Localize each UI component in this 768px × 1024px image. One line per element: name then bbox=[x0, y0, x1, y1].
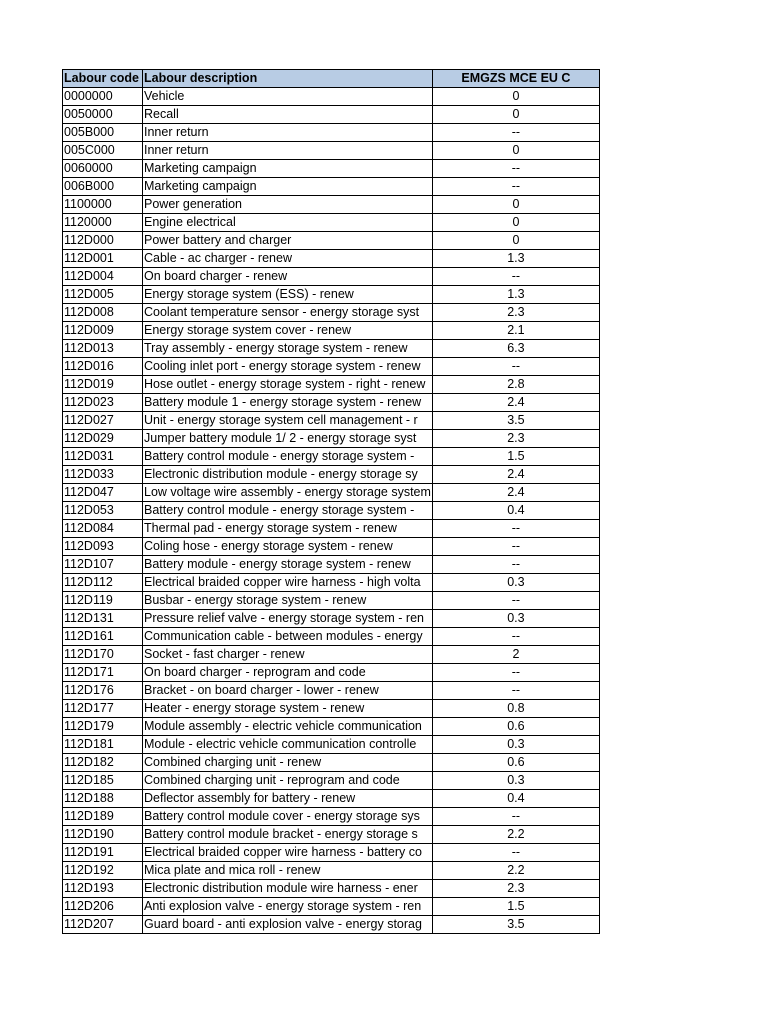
header-row bbox=[63, 70, 600, 88]
labour-description-cell: Power battery and charger bbox=[143, 232, 433, 250]
table-row bbox=[63, 916, 600, 934]
labour-description-cell: Mica plate and mica roll - renew bbox=[143, 862, 433, 880]
labour-value-cell: 2.4 bbox=[432, 394, 599, 412]
labour-code-cell: 006B000 bbox=[63, 178, 143, 196]
labour-table bbox=[62, 69, 600, 934]
table-row bbox=[63, 610, 600, 628]
table-row bbox=[63, 466, 600, 484]
labour-description-cell: Low voltage wire assembly - energy storage system bbox=[143, 484, 433, 502]
labour-code-cell: 112D179 bbox=[63, 718, 143, 736]
table-row bbox=[63, 286, 600, 304]
labour-code-cell: 112D177 bbox=[63, 700, 143, 718]
labour-description-cell: Bracket - on board charger - lower - renew bbox=[143, 682, 433, 700]
labour-value-cell: 0.3 bbox=[432, 610, 599, 628]
labour-code-cell: 112D181 bbox=[63, 736, 143, 754]
labour-description-cell: Busbar - energy storage system - renew bbox=[143, 592, 433, 610]
table-row bbox=[63, 718, 600, 736]
labour-description-cell: Socket - fast charger - renew bbox=[143, 646, 433, 664]
labour-code-cell: 112D093 bbox=[63, 538, 143, 556]
labour-value-cell: -- bbox=[432, 664, 599, 682]
labour-value-cell: 2.2 bbox=[432, 862, 599, 880]
labour-value-cell: 1.3 bbox=[432, 286, 599, 304]
labour-code-cell: 112D004 bbox=[63, 268, 143, 286]
labour-code-cell: 112D008 bbox=[63, 304, 143, 322]
labour-value-cell: 0 bbox=[432, 214, 599, 232]
labour-value-cell: -- bbox=[432, 844, 599, 862]
labour-code-cell: 112D189 bbox=[63, 808, 143, 826]
table-row bbox=[63, 268, 600, 286]
labour-code-cell: 112D190 bbox=[63, 826, 143, 844]
labour-description-cell: Pressure relief valve - energy storage system - ren bbox=[143, 610, 433, 628]
labour-code-cell: 112D171 bbox=[63, 664, 143, 682]
table-row bbox=[63, 412, 600, 430]
labour-description-cell: Inner return bbox=[143, 142, 433, 160]
labour-code-cell: 112D001 bbox=[63, 250, 143, 268]
labour-description-cell: Combined charging unit - reprogram and code bbox=[143, 772, 433, 790]
table-row bbox=[63, 520, 600, 538]
labour-description-cell: Heater - energy storage system - renew bbox=[143, 700, 433, 718]
labour-description-cell: On board charger - renew bbox=[143, 268, 433, 286]
labour-value-cell: 2.2 bbox=[432, 826, 599, 844]
labour-value-cell: 2.4 bbox=[432, 466, 599, 484]
labour-description-cell: Cooling inlet port - energy storage system - renew bbox=[143, 358, 433, 376]
labour-value-cell: -- bbox=[432, 556, 599, 574]
table-row bbox=[63, 862, 600, 880]
table-row bbox=[63, 754, 600, 772]
labour-value-cell: 1.5 bbox=[432, 448, 599, 466]
labour-description-cell: Marketing campaign bbox=[143, 178, 433, 196]
labour-code-cell: 005B000 bbox=[63, 124, 143, 142]
labour-code-cell: 112D206 bbox=[63, 898, 143, 916]
labour-code-cell: 112D047 bbox=[63, 484, 143, 502]
labour-value-cell: 0.4 bbox=[432, 790, 599, 808]
labour-code-cell: 112D207 bbox=[63, 916, 143, 934]
labour-description-cell: Module assembly - electric vehicle communication bbox=[143, 718, 433, 736]
labour-value-cell: 1.5 bbox=[432, 898, 599, 916]
table-row bbox=[63, 376, 600, 394]
labour-value-cell: 0.6 bbox=[432, 754, 599, 772]
labour-code-cell: 112D000 bbox=[63, 232, 143, 250]
labour-code-cell: 112D185 bbox=[63, 772, 143, 790]
labour-value-cell: 0.3 bbox=[432, 574, 599, 592]
table-row bbox=[63, 106, 600, 124]
labour-value-cell: 0.3 bbox=[432, 772, 599, 790]
table-row bbox=[63, 538, 600, 556]
table-row bbox=[63, 574, 600, 592]
labour-value-cell: 2.1 bbox=[432, 322, 599, 340]
table-row bbox=[63, 358, 600, 376]
labour-value-cell: -- bbox=[432, 178, 599, 196]
header-labour-code: Labour code bbox=[63, 70, 143, 88]
labour-value-cell: 2.3 bbox=[432, 430, 599, 448]
labour-code-cell: 112D170 bbox=[63, 646, 143, 664]
table-row bbox=[63, 772, 600, 790]
table-row bbox=[63, 142, 600, 160]
labour-description-cell: Cable - ac charger - renew bbox=[143, 250, 433, 268]
table-row bbox=[63, 808, 600, 826]
labour-code-cell: 112D027 bbox=[63, 412, 143, 430]
header-labour-description: Labour description bbox=[143, 70, 433, 88]
table-row bbox=[63, 592, 600, 610]
labour-description-cell: Electrical braided copper wire harness - battery co bbox=[143, 844, 433, 862]
table-row bbox=[63, 448, 600, 466]
table-row bbox=[63, 124, 600, 142]
table-row bbox=[63, 502, 600, 520]
labour-value-cell: 1.3 bbox=[432, 250, 599, 268]
labour-value-cell: 6.3 bbox=[432, 340, 599, 358]
labour-value-cell: 0.3 bbox=[432, 736, 599, 754]
table-row bbox=[63, 214, 600, 232]
table-row bbox=[63, 484, 600, 502]
labour-code-cell: 112D005 bbox=[63, 286, 143, 304]
labour-description-cell: Battery control module - energy storage system - bbox=[143, 502, 433, 520]
labour-code-cell: 112D193 bbox=[63, 880, 143, 898]
labour-code-cell: 112D188 bbox=[63, 790, 143, 808]
table-row bbox=[63, 682, 600, 700]
labour-description-cell: Engine electrical bbox=[143, 214, 433, 232]
labour-description-cell: Vehicle bbox=[143, 88, 433, 106]
labour-description-cell: Electrical braided copper wire harness - high volta bbox=[143, 574, 433, 592]
labour-code-cell: 112D084 bbox=[63, 520, 143, 538]
table-row bbox=[63, 736, 600, 754]
labour-value-cell: 0.6 bbox=[432, 718, 599, 736]
labour-code-cell: 112D107 bbox=[63, 556, 143, 574]
labour-value-cell: 2 bbox=[432, 646, 599, 664]
labour-code-cell: 112D031 bbox=[63, 448, 143, 466]
labour-description-cell: Battery control module cover - energy storage sys bbox=[143, 808, 433, 826]
labour-description-cell: Guard board - anti explosion valve - energy storag bbox=[143, 916, 433, 934]
labour-value-cell: -- bbox=[432, 358, 599, 376]
labour-value-cell: -- bbox=[432, 682, 599, 700]
labour-description-cell: Deflector assembly for battery - renew bbox=[143, 790, 433, 808]
table-row bbox=[63, 844, 600, 862]
labour-description-cell: Electronic distribution module - energy storage sy bbox=[143, 466, 433, 484]
table-row bbox=[63, 790, 600, 808]
labour-description-cell: Module - electric vehicle communication controlle bbox=[143, 736, 433, 754]
labour-value-cell: -- bbox=[432, 538, 599, 556]
labour-value-cell: -- bbox=[432, 268, 599, 286]
table-row bbox=[63, 196, 600, 214]
labour-value-cell: 2.4 bbox=[432, 484, 599, 502]
labour-code-cell: 112D019 bbox=[63, 376, 143, 394]
labour-description-cell: Electronic distribution module wire harness - ener bbox=[143, 880, 433, 898]
labour-description-cell: Battery module - energy storage system - renew bbox=[143, 556, 433, 574]
labour-value-cell: 3.5 bbox=[432, 916, 599, 934]
labour-code-cell: 112D176 bbox=[63, 682, 143, 700]
labour-description-cell: Hose outlet - energy storage system - right - renew bbox=[143, 376, 433, 394]
table-row bbox=[63, 430, 600, 448]
labour-code-cell: 112D053 bbox=[63, 502, 143, 520]
table-row bbox=[63, 700, 600, 718]
labour-code-cell: 112D112 bbox=[63, 574, 143, 592]
table-row bbox=[63, 880, 600, 898]
labour-description-cell: Thermal pad - energy storage system - renew bbox=[143, 520, 433, 538]
labour-value-cell: 3.5 bbox=[432, 412, 599, 430]
labour-value-cell: -- bbox=[432, 124, 599, 142]
labour-description-cell: Coolant temperature sensor - energy storage syst bbox=[143, 304, 433, 322]
labour-description-cell: Energy storage system (ESS) - renew bbox=[143, 286, 433, 304]
labour-value-cell: 0.8 bbox=[432, 700, 599, 718]
labour-code-cell: 112D182 bbox=[63, 754, 143, 772]
labour-code-cell: 112D131 bbox=[63, 610, 143, 628]
labour-description-cell: Battery control module - energy storage system - bbox=[143, 448, 433, 466]
labour-code-cell: 0000000 bbox=[63, 88, 143, 106]
labour-description-cell: Power generation bbox=[143, 196, 433, 214]
table-row bbox=[63, 178, 600, 196]
labour-value-cell: -- bbox=[432, 628, 599, 646]
labour-description-cell: Tray assembly - energy storage system - renew bbox=[143, 340, 433, 358]
labour-value-cell: -- bbox=[432, 592, 599, 610]
labour-code-cell: 0060000 bbox=[63, 160, 143, 178]
table-row bbox=[63, 556, 600, 574]
table-row bbox=[63, 646, 600, 664]
labour-description-cell: Anti explosion valve - energy storage system - ren bbox=[143, 898, 433, 916]
labour-description-cell: Recall bbox=[143, 106, 433, 124]
labour-description-cell: Battery control module bracket - energy storage s bbox=[143, 826, 433, 844]
labour-code-cell: 0050000 bbox=[63, 106, 143, 124]
labour-code-cell: 112D191 bbox=[63, 844, 143, 862]
labour-description-cell: Inner return bbox=[143, 124, 433, 142]
table-row bbox=[63, 340, 600, 358]
labour-value-cell: 2.3 bbox=[432, 880, 599, 898]
table-row bbox=[63, 88, 600, 106]
labour-code-cell: 005C000 bbox=[63, 142, 143, 160]
table-row bbox=[63, 664, 600, 682]
table-row bbox=[63, 826, 600, 844]
labour-code-cell: 112D192 bbox=[63, 862, 143, 880]
table-row bbox=[63, 628, 600, 646]
labour-value-cell: 0 bbox=[432, 232, 599, 250]
table-row bbox=[63, 232, 600, 250]
table-row bbox=[63, 304, 600, 322]
labour-code-cell: 1100000 bbox=[63, 196, 143, 214]
labour-code-cell: 112D023 bbox=[63, 394, 143, 412]
table-row bbox=[63, 322, 600, 340]
labour-value-cell: 0 bbox=[432, 196, 599, 214]
labour-code-cell: 112D009 bbox=[63, 322, 143, 340]
labour-value-cell: 2.8 bbox=[432, 376, 599, 394]
labour-code-cell: 112D119 bbox=[63, 592, 143, 610]
labour-description-cell: Communication cable - between modules - energy bbox=[143, 628, 433, 646]
labour-code-cell: 112D033 bbox=[63, 466, 143, 484]
labour-value-cell: -- bbox=[432, 160, 599, 178]
labour-description-cell: Jumper battery module 1/ 2 - energy storage syst bbox=[143, 430, 433, 448]
labour-description-cell: On board charger - reprogram and code bbox=[143, 664, 433, 682]
labour-description-cell: Marketing campaign bbox=[143, 160, 433, 178]
labour-description-cell: Unit - energy storage system cell management - r bbox=[143, 412, 433, 430]
labour-value-cell: 2.3 bbox=[432, 304, 599, 322]
labour-code-cell: 1120000 bbox=[63, 214, 143, 232]
labour-description-cell: Coling hose - energy storage system - renew bbox=[143, 538, 433, 556]
labour-value-cell: -- bbox=[432, 520, 599, 538]
table-row bbox=[63, 250, 600, 268]
labour-description-cell: Combined charging unit - renew bbox=[143, 754, 433, 772]
labour-value-cell: 0 bbox=[432, 106, 599, 124]
labour-code-cell: 112D016 bbox=[63, 358, 143, 376]
header-emgzs-mce-eu-c: EMGZS MCE EU C bbox=[432, 70, 599, 88]
labour-value-cell: 0.4 bbox=[432, 502, 599, 520]
labour-description-cell: Battery module 1 - energy storage system - renew bbox=[143, 394, 433, 412]
table-row bbox=[63, 394, 600, 412]
labour-code-cell: 112D029 bbox=[63, 430, 143, 448]
labour-code-cell: 112D013 bbox=[63, 340, 143, 358]
table-row bbox=[63, 160, 600, 178]
table-row bbox=[63, 898, 600, 916]
labour-code-cell: 112D161 bbox=[63, 628, 143, 646]
labour-value-cell: 0 bbox=[432, 88, 599, 106]
labour-value-cell: 0 bbox=[432, 142, 599, 160]
labour-value-cell: -- bbox=[432, 808, 599, 826]
labour-description-cell: Energy storage system cover - renew bbox=[143, 322, 433, 340]
